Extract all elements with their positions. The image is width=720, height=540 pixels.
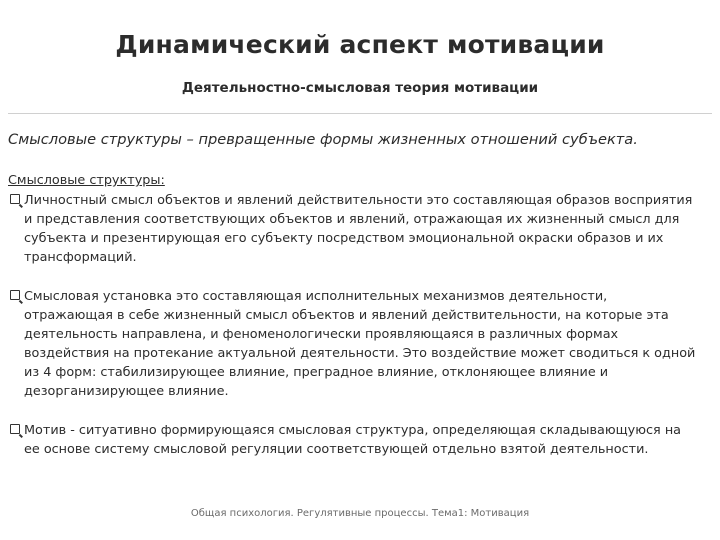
checkbox-square-icon <box>10 290 20 300</box>
list-item-text: Смысловая установка это составляющая исполнительных механизмов деятельности, отражающая в себе жизненный смысл объектов и явлений действительности, на которые эта деятельность направлена, и феноменологически проявляющаяся в различных формах воздействия на протекание актуальной деятельности. Это воздействие может сводиться к одной из 4 форм: стабилизирующее влияние, преградное влияние, отклоняющее влияние и дезорганизирующее влияние. <box>24 289 696 399</box>
list-item-text: Мотив - ситуативно формирующаяся смысловая структура, определяющая складывающуюся на ее основе систему смысловой регуляции соответствующей отдельно взятой деятельности. <box>24 423 682 457</box>
checkbox-square-icon <box>10 424 20 434</box>
list-item <box>8 287 708 401</box>
definition-text: Смысловые структуры – превращенные формы жизненных отношений субъекта. <box>8 131 638 148</box>
list-item-text: Личностный смысл объектов и явлений действительности это составляющая образов восприятия и представления соответствующих объектов и явлений, отражающая их жизненный смысл для субъекта и презентирующая его субъекту посредством эмоциональной окраски образов и их трансформаций. <box>24 193 693 265</box>
slide-subtitle: Деятельностно-смысловая теория мотивации <box>181 80 539 96</box>
checkbox-square-icon <box>10 194 20 204</box>
footer-text: Общая психология. Регулятивные процессы. Тема1: Мотивация <box>190 508 530 519</box>
list-item <box>8 191 708 267</box>
divider <box>8 113 712 114</box>
section-heading: Смысловые структуры: <box>8 173 165 188</box>
list-item <box>8 421 708 459</box>
slide-title: Динамический аспект мотивации <box>115 30 605 59</box>
